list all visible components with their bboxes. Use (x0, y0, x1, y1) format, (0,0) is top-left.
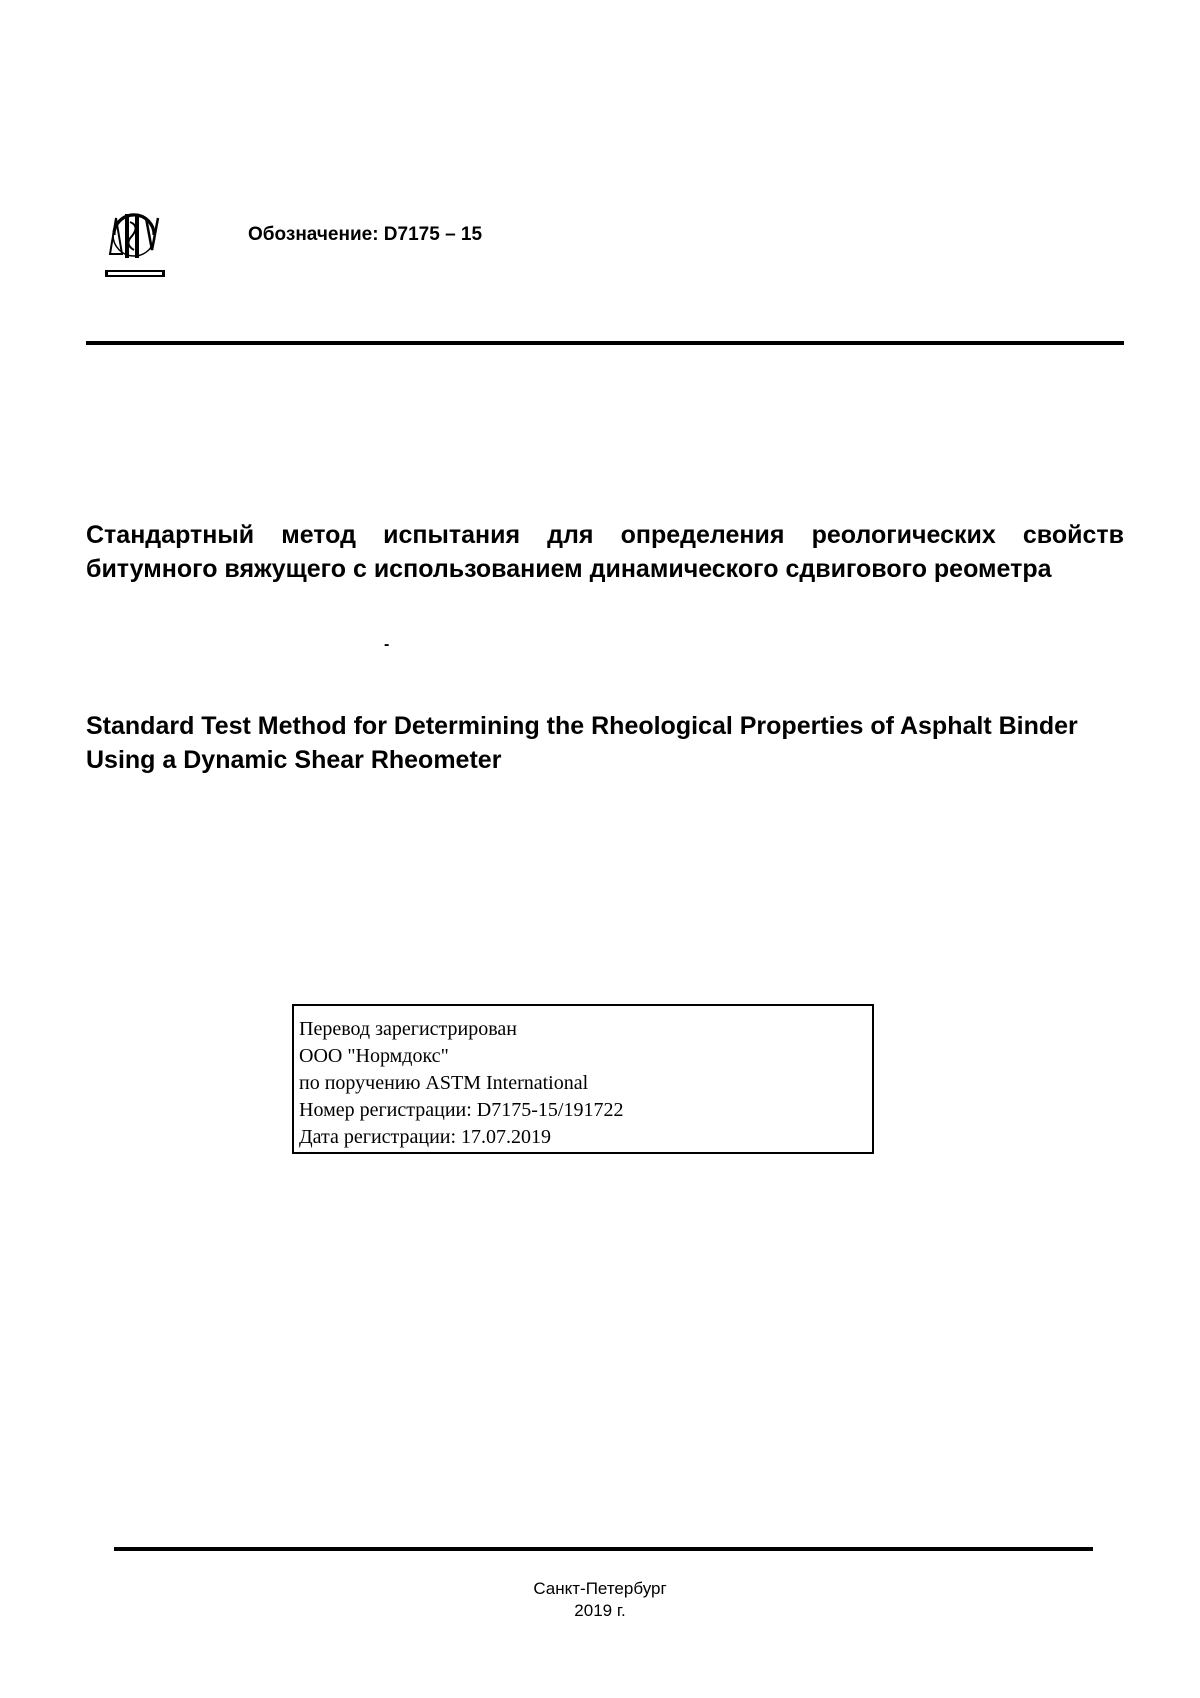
astm-logo-icon (104, 210, 166, 282)
registration-date: Дата регистрации: 17.07.2019 (299, 1126, 552, 1148)
registration-line: Перевод зарегистрирован (299, 1018, 517, 1040)
registration-line: ООО "Нормдокс" (299, 1045, 449, 1067)
document-title-english: Standard Test Method for Determining the Rheological Properties of Asphalt Binder Using a Dynamic Shear Rheometer (86, 712, 1078, 774)
footer (0, 1578, 1200, 1622)
bottom-divider (114, 1547, 1093, 1551)
separator-mark: - (384, 636, 390, 653)
document-title-russian: Стандартный метод испытания для определения реологических свойств битумного вяжущего с использованием динамического сдвигового реометра (86, 521, 1124, 583)
top-divider (86, 341, 1124, 345)
registration-number: Номер регистрации: D7175-15/191722 (299, 1099, 624, 1121)
footer-year: 2019 г. (574, 1601, 626, 1620)
footer-city: Санкт-Петербург (533, 1579, 667, 1598)
registration-line: по поручению ASTM International (299, 1072, 589, 1094)
document-designation: Обозначение: D7175 – 15 (248, 224, 483, 245)
registration-box (292, 1004, 874, 1154)
